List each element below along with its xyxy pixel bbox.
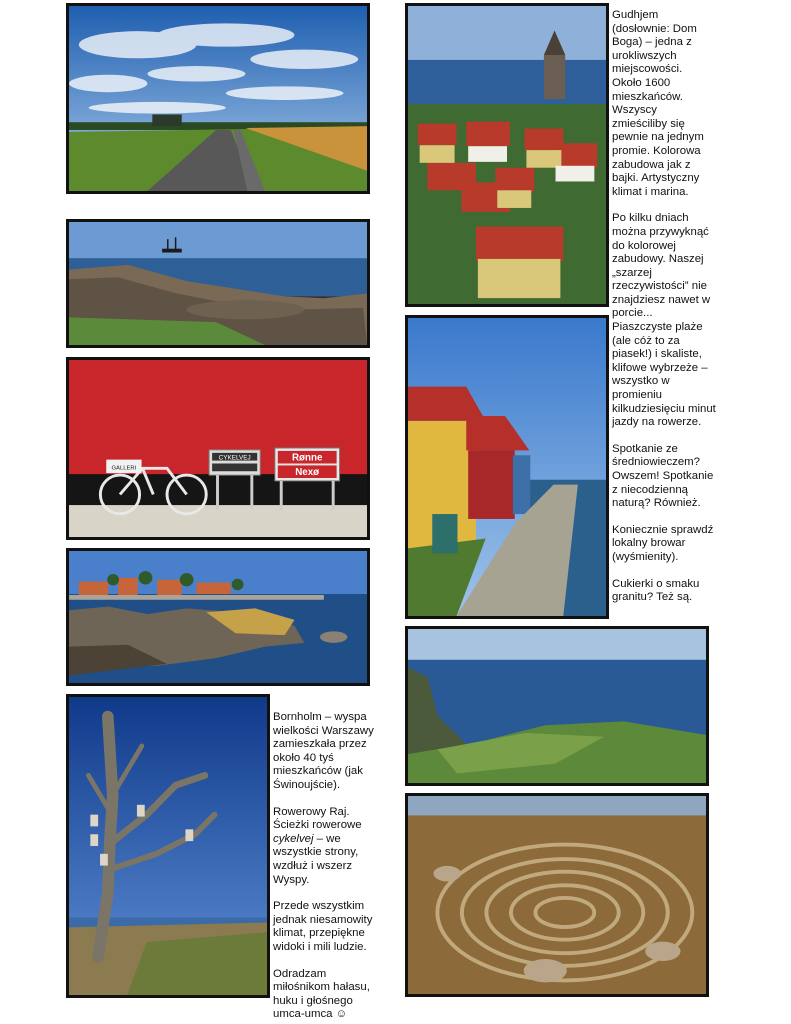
- brewery-paragraph: Koniecznie sprawdź lokalny browar (wyśmienity).: [612, 523, 714, 563]
- medieval-paragraph: Spotkanie ze średniowieczem? Owszem! Spotkanie z niecodzienną naturą? Również.: [612, 442, 714, 510]
- text-bornholm-column: [273, 711, 377, 1022]
- noise-paragraph: Odradzam miłośnikom hałasu, huku i głośnego umca-umca ☺: [273, 967, 370, 1021]
- bike-basket-label: GALLERI: [111, 465, 137, 472]
- photo-gudhjem-village: [405, 3, 609, 307]
- photo-red-wall-bicycle: [66, 357, 370, 540]
- photo-stone-labyrinth: [405, 793, 709, 997]
- candy-paragraph: Cukierki o smaku granitu? Też są.: [612, 577, 700, 604]
- colors-paragraph: Po kilku dniach można przywyknąć do kolorowej zabudowy. Naszej „szarzej rzeczywistości” nie znajdziesz nawet w porcie...: [612, 212, 711, 320]
- bornholm-paragraph: Bornholm – wyspa wielkości Warszawy zamieszkała przez około 40 tyś mieszkańców (jak Świnoujście).: [273, 711, 374, 791]
- bike-rest: – we wszystkie strony, wzdłuż i wszerz Wyspy.: [273, 832, 359, 886]
- climate-paragraph: Przede wszystkim jednak niesamowity klimat, przepiękne widoki i mili ludzie.: [273, 900, 373, 953]
- sign-ronne: Rønne: [291, 452, 323, 464]
- text-gudhjem-column: [612, 9, 714, 321]
- photo-ship-rocky-coast: [66, 219, 370, 348]
- beaches-paragraph: Piaszczyste plaże (ale cóż to za piasek!) i skaliste, klifowe wybrzeże – wszystko w promieniu kilkudziesięciu minut jazdy na rowerze.: [612, 321, 716, 429]
- sign-cykelvej: CYKELVEJ: [218, 454, 251, 462]
- photo-yellow-houses-pier: [405, 315, 609, 619]
- photo-cliff-coast: [405, 626, 709, 786]
- sign-nexo: Nexø: [295, 467, 320, 479]
- photo-harbour-rocks: [66, 548, 370, 686]
- bike-intro: Rowerowy Raj. Ścieżki rowerowe: [273, 805, 362, 832]
- cykelvej-term: cykelvej: [273, 832, 314, 845]
- gudhjem-paragraph: Gudhjem (dosłownie: Dom Boga) – jedna z urokliwszych miejscowości. Około 1600 mieszkańców. Wszyscy zmieściliby się pewnie na jednym promie. Kolorowa zabudowa jak z bajki. Artystyczny klimat i marina.: [612, 9, 704, 198]
- photo-dead-tree-birdhouses: [66, 694, 270, 998]
- text-beaches-column: [612, 321, 716, 605]
- photo-country-road: [66, 3, 370, 194]
- bike-paragraph: [273, 806, 377, 888]
